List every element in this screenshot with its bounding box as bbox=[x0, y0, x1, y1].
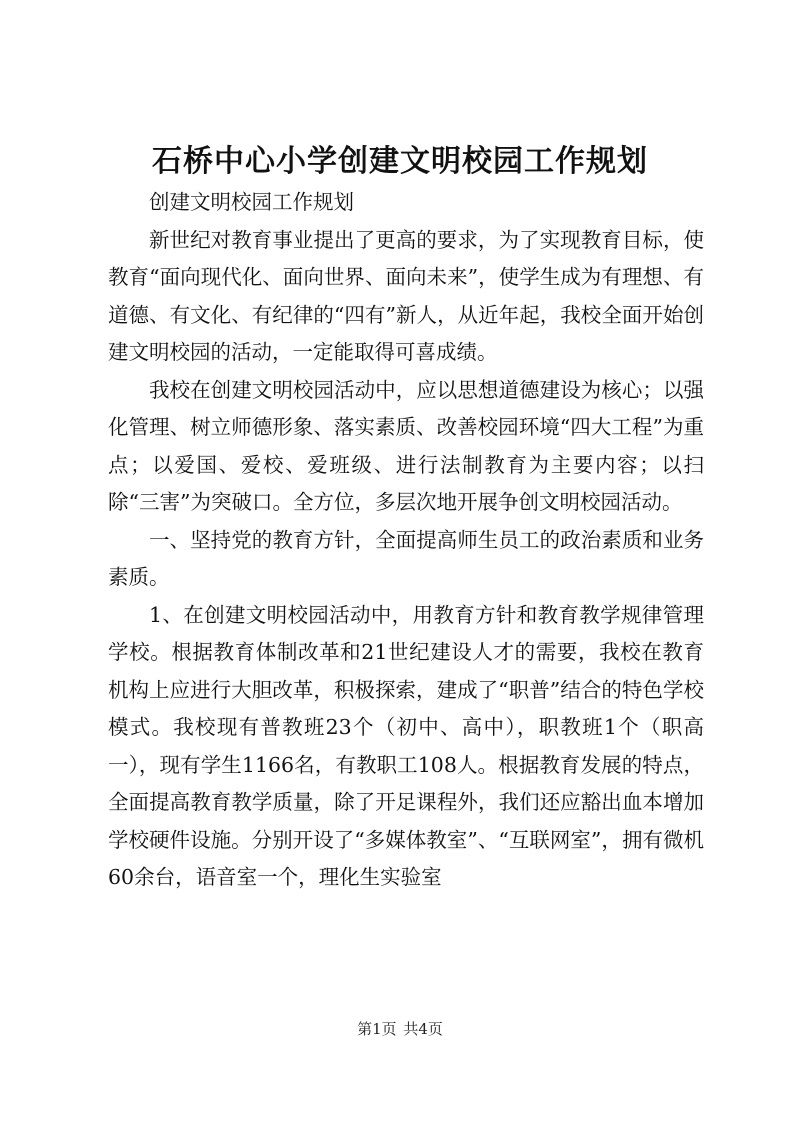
page-footer bbox=[0, 1018, 800, 1040]
body-paragraph: 我校在创建文明校园活动中，应以思想道德建设为核心；以强化管理、树立师德形象、落实素质、改善校园环境“四大工程”为重点；以爱国、爱校、爱班级、进行法制教育为主要内容；以扫除“三害”为突破口。全方位，多层次地开展争创文明校园活动。 bbox=[108, 377, 704, 514]
body-paragraph: 新世纪对教育事业提出了更高的要求，为了实现教育目标，使教育“面向现代化、面向世界、面向未来”，使学生成为有理想、有道德、有文化、有纪律的“四有”新人，从近年起，我校全面开始创建文明校园的活动，一定能取得可喜成绩。 bbox=[108, 227, 704, 364]
section-heading-paragraph: 一、坚持党的教育方针，全面提高师生员工的政治素质和业务素质。 bbox=[108, 527, 704, 589]
subtitle-paragraph: 创建文明校园工作规划 bbox=[149, 190, 354, 214]
document-title: 石桥中心小学创建文明校园工作规划 bbox=[152, 144, 648, 179]
page-total: 共4页 bbox=[403, 1020, 443, 1038]
document-body bbox=[108, 184, 704, 897]
page-number: 第1页 bbox=[357, 1020, 397, 1038]
body-paragraph: 1、在创建文明校园活动中，用教育方针和教育教学规律管理学校。根据教育体制改革和21世纪建设人才的需要，我校在教育机构上应进行大胆改革，积极探索，建成了“职普”结合的特色学校模式。我校现有普教班23个（初中、高中），职教班1个（职高一），现有学生1166名，有教职工108人。根据教育发展的特点，全面提高教育教学质量，除了开足课程外，我们还应豁出血本增加学校硬件设施。分别开设了“多媒体教室”、“互联网室”，拥有微机60余台，语音室一个，理化生实验室 bbox=[108, 602, 704, 889]
